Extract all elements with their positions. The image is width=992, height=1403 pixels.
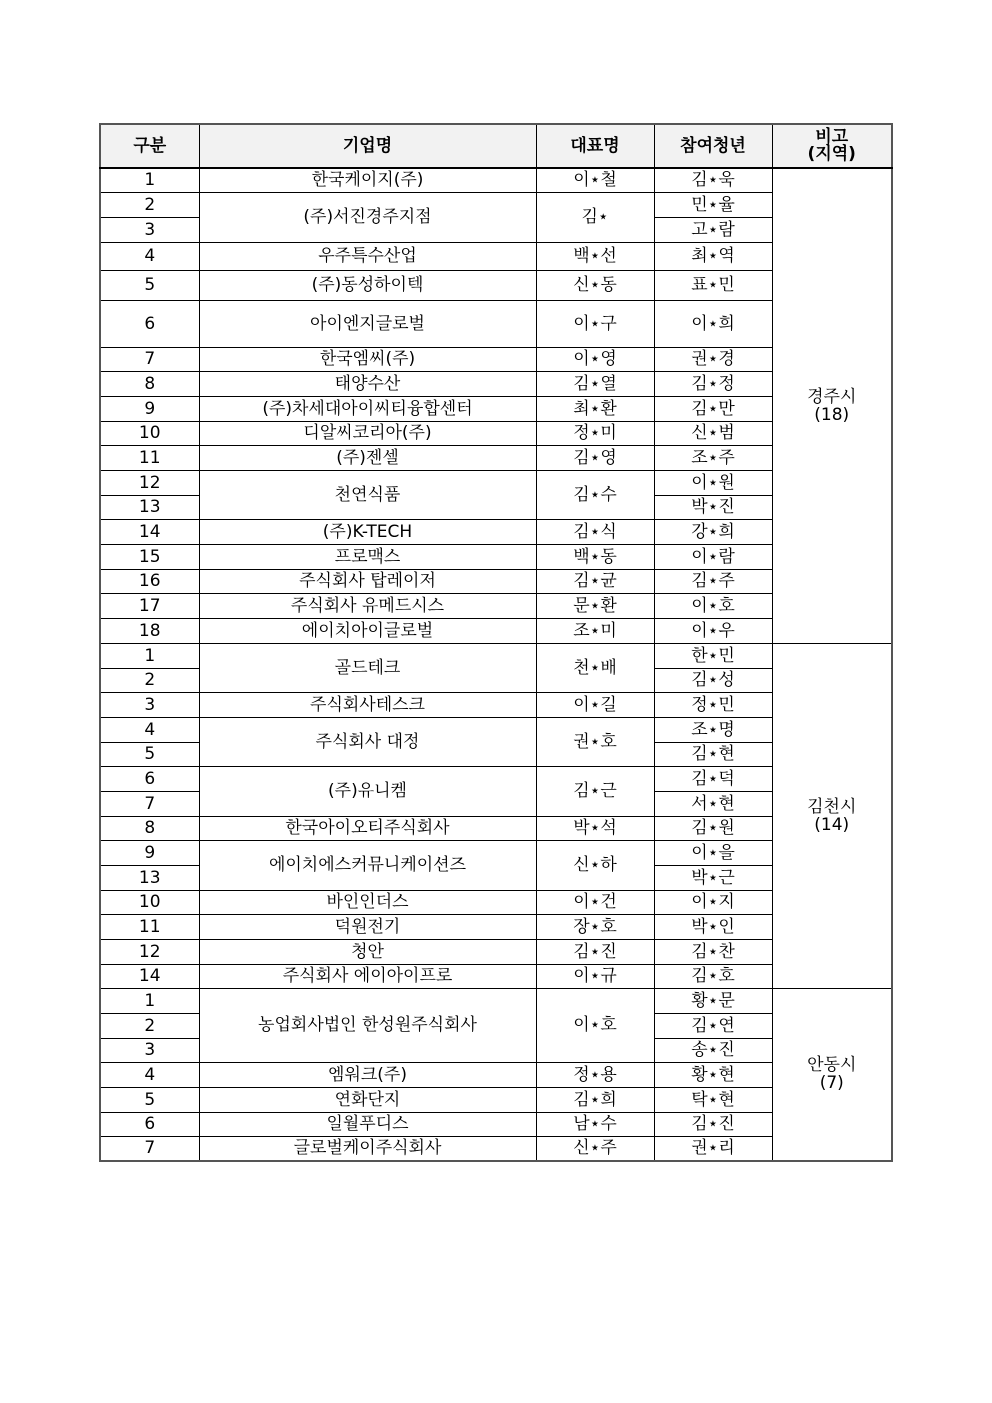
- cell-company: 글로벌케이주식회사: [199, 1136, 536, 1161]
- region-name: 경주시: [807, 386, 857, 407]
- region-name: 김천시: [807, 796, 857, 817]
- cell-no: 10: [100, 421, 199, 445]
- cell-youth: 김⋆덕: [654, 766, 772, 791]
- cell-company: 주식회사 탑레이저: [199, 569, 536, 593]
- cell-youth: 이⋆을: [654, 840, 772, 865]
- cell-youth: 서⋆현: [654, 791, 772, 816]
- cell-no: 7: [100, 1136, 199, 1161]
- cell-company: 아이엔지글로벌: [199, 300, 536, 347]
- cell-company: (주)동성하이텍: [199, 270, 536, 300]
- cell-youth: 김⋆욱: [654, 168, 772, 192]
- cell-no: 5: [100, 742, 199, 766]
- cell-youth: 황⋆문: [654, 988, 772, 1013]
- cell-no: 11: [100, 914, 199, 939]
- cell-no: 3: [100, 1038, 199, 1062]
- cell-company: 청안: [199, 939, 536, 964]
- cell-no: 18: [100, 618, 199, 643]
- cell-company: 연화단지: [199, 1087, 536, 1112]
- cell-company: 주식회사 유메드시스: [199, 593, 536, 618]
- region-note-gimcheon: [772, 643, 892, 988]
- cell-no: 9: [100, 840, 199, 865]
- cell-youth: 표⋆민: [654, 270, 772, 300]
- table-row: [100, 168, 892, 192]
- region-count: (14): [814, 814, 850, 835]
- cell-youth: 황⋆현: [654, 1062, 772, 1087]
- cell-ceo: 이⋆구: [536, 300, 654, 347]
- cell-youth: 김⋆찬: [654, 939, 772, 964]
- cell-company: (주)차세대아이씨티융합센터: [199, 396, 536, 421]
- cell-youth: 이⋆지: [654, 890, 772, 914]
- cell-youth: 권⋆경: [654, 347, 772, 371]
- cell-ceo: 김⋆영: [536, 445, 654, 470]
- cell-company: (주)유니켐: [199, 766, 536, 816]
- cell-no: 2: [100, 1013, 199, 1038]
- cell-no: 6: [100, 1112, 199, 1136]
- cell-ceo: 정⋆용: [536, 1062, 654, 1087]
- cell-ceo: 이⋆건: [536, 890, 654, 914]
- cell-youth: 이⋆호: [654, 593, 772, 618]
- cell-company: 주식회사 에이아이프로: [199, 964, 536, 988]
- cell-no: 13: [100, 865, 199, 890]
- cell-youth: 김⋆주: [654, 569, 772, 593]
- cell-ceo: 김⋆식: [536, 519, 654, 544]
- table-row: [100, 643, 892, 668]
- cell-company: 태양수산: [199, 371, 536, 396]
- cell-company: (주)젠셀: [199, 445, 536, 470]
- cell-no: 3: [100, 692, 199, 717]
- cell-youth: 고⋆람: [654, 217, 772, 242]
- cell-ceo: 장⋆호: [536, 914, 654, 939]
- cell-no: 13: [100, 495, 199, 519]
- cell-youth: 최⋆역: [654, 242, 772, 270]
- cell-ceo: 조⋆미: [536, 618, 654, 643]
- cell-youth: 김⋆호: [654, 964, 772, 988]
- cell-no: 6: [100, 766, 199, 791]
- cell-youth: 이⋆원: [654, 470, 772, 495]
- cell-youth: 신⋆범: [654, 421, 772, 445]
- cell-no: 5: [100, 1087, 199, 1112]
- cell-youth: 김⋆정: [654, 371, 772, 396]
- cell-ceo: 남⋆수: [536, 1112, 654, 1136]
- cell-ceo: 신⋆주: [536, 1136, 654, 1161]
- cell-no: 16: [100, 569, 199, 593]
- table-header-row: [100, 124, 892, 168]
- cell-youth: 김⋆연: [654, 1013, 772, 1038]
- cell-ceo: 김⋆열: [536, 371, 654, 396]
- cell-youth: 이⋆람: [654, 544, 772, 569]
- cell-no: 12: [100, 470, 199, 495]
- cell-company: 골드테크: [199, 643, 536, 692]
- cell-ceo: 김⋆수: [536, 470, 654, 519]
- cell-youth: 김⋆진: [654, 1112, 772, 1136]
- header-ceo: 대표명: [536, 124, 654, 168]
- cell-ceo: 천⋆배: [536, 643, 654, 692]
- cell-ceo: 김⋆진: [536, 939, 654, 964]
- cell-no: 10: [100, 890, 199, 914]
- cell-no: 7: [100, 791, 199, 816]
- cell-company: 덕원전기: [199, 914, 536, 939]
- cell-ceo: 정⋆미: [536, 421, 654, 445]
- cell-ceo: 김⋆균: [536, 569, 654, 593]
- cell-no: 17: [100, 593, 199, 618]
- cell-youth: 김⋆현: [654, 742, 772, 766]
- cell-company: 에이치아이글로벌: [199, 618, 536, 643]
- cell-youth: 박⋆인: [654, 914, 772, 939]
- cell-ceo: 이⋆철: [536, 168, 654, 192]
- header-note-line2: (지역): [807, 144, 856, 164]
- cell-youth: 박⋆진: [654, 495, 772, 519]
- cell-no: 15: [100, 544, 199, 569]
- cell-ceo: 이⋆길: [536, 692, 654, 717]
- cell-no: 2: [100, 668, 199, 692]
- cell-no: 14: [100, 964, 199, 988]
- header-note: [772, 124, 892, 168]
- cell-no: 3: [100, 217, 199, 242]
- header-no: 구분: [100, 124, 199, 168]
- cell-no: 9: [100, 396, 199, 421]
- cell-company: 천연식품: [199, 470, 536, 519]
- cell-company: 농업회사법인 한성원주식회사: [199, 988, 536, 1062]
- cell-company: (주)서진경주지점: [199, 192, 536, 242]
- cell-youth: 김⋆원: [654, 816, 772, 840]
- cell-company: 디알씨코리아(주): [199, 421, 536, 445]
- header-youth: 참여청년: [654, 124, 772, 168]
- cell-youth: 권⋆리: [654, 1136, 772, 1161]
- cell-company: 한국아이오티주식회사: [199, 816, 536, 840]
- cell-ceo: 문⋆환: [536, 593, 654, 618]
- cell-ceo: 신⋆동: [536, 270, 654, 300]
- cell-ceo: 김⋆희: [536, 1087, 654, 1112]
- cell-ceo: 권⋆호: [536, 717, 654, 766]
- cell-youth: 김⋆만: [654, 396, 772, 421]
- header-company: 기업명: [199, 124, 536, 168]
- cell-ceo: 신⋆하: [536, 840, 654, 890]
- cell-company: 엠워크(주): [199, 1062, 536, 1087]
- cell-no: 8: [100, 816, 199, 840]
- cell-company: 에이치에스커뮤니케이션즈: [199, 840, 536, 890]
- cell-company: 주식회사테스크: [199, 692, 536, 717]
- table-row: [100, 988, 892, 1013]
- cell-ceo: 백⋆동: [536, 544, 654, 569]
- cell-no: 4: [100, 1062, 199, 1087]
- cell-no: 4: [100, 717, 199, 742]
- cell-no: 4: [100, 242, 199, 270]
- cell-company: 한국엠씨(주): [199, 347, 536, 371]
- cell-ceo: 이⋆규: [536, 964, 654, 988]
- region-note-gyeongju: [772, 168, 892, 643]
- cell-youth: 박⋆근: [654, 865, 772, 890]
- cell-no: 12: [100, 939, 199, 964]
- cell-youth: 김⋆성: [654, 668, 772, 692]
- cell-no: 1: [100, 988, 199, 1013]
- region-count: (7): [819, 1073, 844, 1094]
- cell-youth: 이⋆희: [654, 300, 772, 347]
- cell-no: 1: [100, 168, 199, 192]
- cell-no: 5: [100, 270, 199, 300]
- cell-company: 우주특수산업: [199, 242, 536, 270]
- cell-no: 11: [100, 445, 199, 470]
- cell-company: 일월푸디스: [199, 1112, 536, 1136]
- cell-ceo: 최⋆환: [536, 396, 654, 421]
- cell-ceo: 이⋆영: [536, 347, 654, 371]
- cell-no: 6: [100, 300, 199, 347]
- region-note-andong: [772, 988, 892, 1161]
- cell-ceo: 김⋆: [536, 192, 654, 242]
- cell-company: 바인인더스: [199, 890, 536, 914]
- cell-company: 주식회사 대정: [199, 717, 536, 766]
- cell-no: 7: [100, 347, 199, 371]
- participant-table: [99, 123, 893, 1162]
- cell-youth: 정⋆민: [654, 692, 772, 717]
- cell-youth: 탁⋆현: [654, 1087, 772, 1112]
- cell-ceo: 김⋆근: [536, 766, 654, 816]
- cell-company: 한국케이지(주): [199, 168, 536, 192]
- cell-no: 2: [100, 192, 199, 217]
- cell-ceo: 백⋆선: [536, 242, 654, 270]
- cell-youth: 송⋆진: [654, 1038, 772, 1062]
- cell-no: 1: [100, 643, 199, 668]
- cell-youth: 한⋆민: [654, 643, 772, 668]
- cell-ceo: 이⋆호: [536, 988, 654, 1062]
- region-count: (18): [814, 404, 850, 425]
- region-name: 안동시: [807, 1055, 857, 1076]
- cell-youth: 민⋆율: [654, 192, 772, 217]
- cell-youth: 이⋆우: [654, 618, 772, 643]
- header-note-line1: 비고: [815, 127, 849, 147]
- cell-youth: 조⋆명: [654, 717, 772, 742]
- cell-youth: 조⋆주: [654, 445, 772, 470]
- cell-no: 14: [100, 519, 199, 544]
- cell-ceo: 박⋆석: [536, 816, 654, 840]
- cell-youth: 강⋆희: [654, 519, 772, 544]
- cell-company: (주)K-TECH: [199, 519, 536, 544]
- cell-no: 8: [100, 371, 199, 396]
- cell-company: 프로맥스: [199, 544, 536, 569]
